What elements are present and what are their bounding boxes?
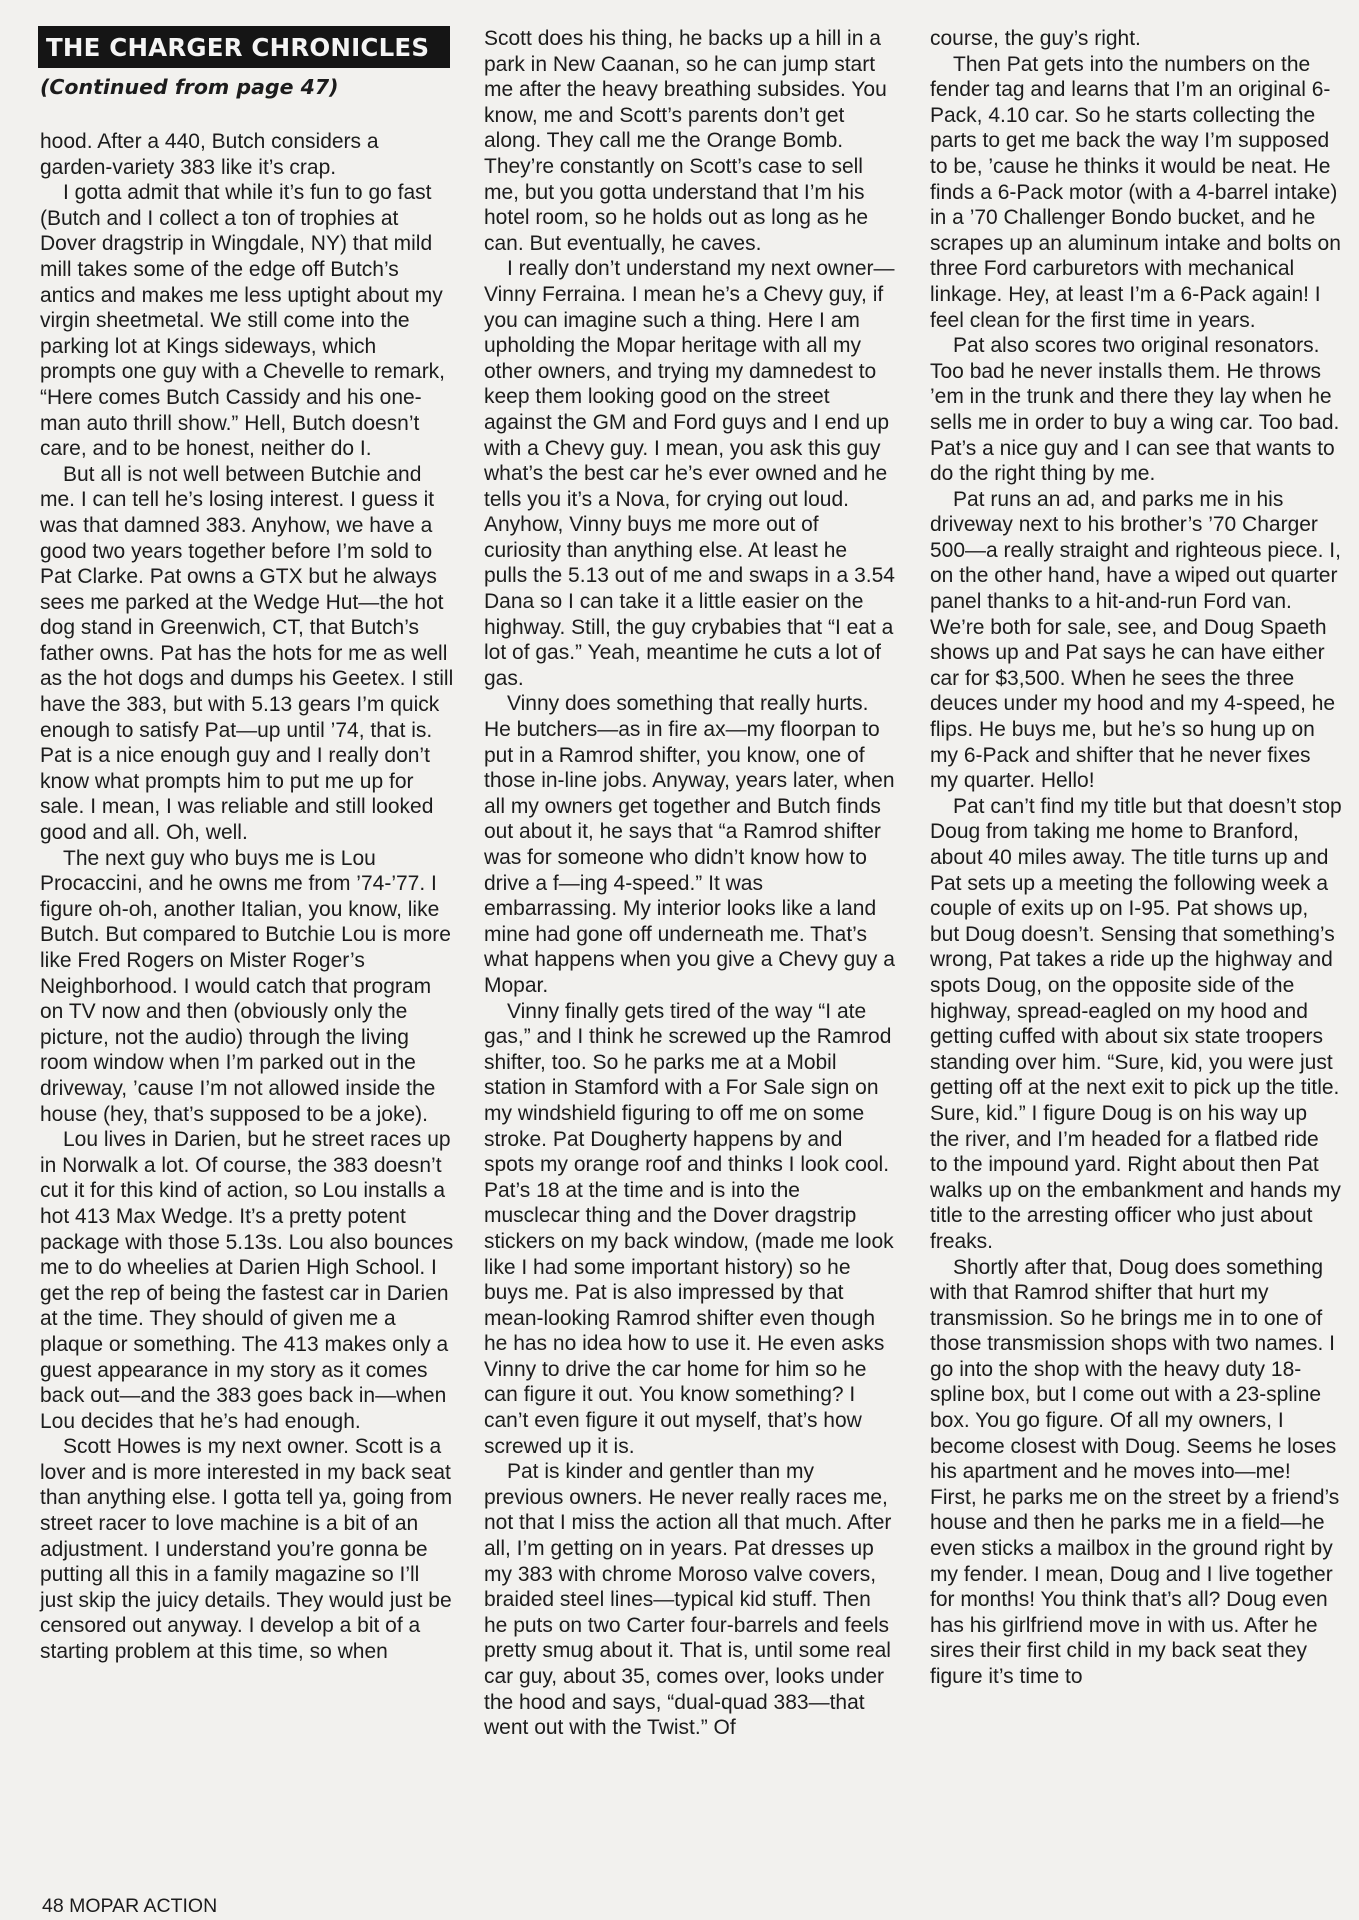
page-folio: 48 MOPAR ACTION <box>42 1895 218 1917</box>
paragraph: I gotta admit that while it’s fun to go fast (Butch and I collect a ton of trophies at Dover dragstrip in Wingdale, NY) that mild mill takes some of the edge off Butch’s antics and makes me less uptight about my virgin sheetmetal. We still come into the parking lot at Kings sideways, which prompts one guy with a Chevelle to remark, “Here comes Butch Cassidy and his one-man auto thrill show.” Hell, Butch doesn’t care, and to be honest, neither do I. <box>40 181 446 461</box>
paragraph: Vinny finally gets tired of the way “I ate gas,” and I think he screwed up the Ramrod shifter, too. So he parks me at a Mobil station in Stamford with a For Sale sign on my windshield figuring to off me on some stroke. Pat Dougherty happens by and spots my orange roof and thinks I look cool. Pat’s 18 at the time and is into the musclecar thing and the Dover dragstrip stickers on my back window, (made me look like I had some important history) so he buys me. Pat is also impressed by that mean-looking Ramrod shifter even though he has no idea how to use it. He even asks Vinny to drive the car home for him so he can figure it out. You know something? I can’t even figure it out myself, that’s how screwed up it is. <box>484 999 894 1458</box>
paragraph: The next guy who buys me is Lou Procaccini, and he owns me from ’74-’77. I figure oh-oh, another Italian, you know, like Butch. But compared to Butchie Lou is more like Fred Rogers on Mister Roger’s Neighborhood. I would catch that program on TV now and then (obviously only the picture, not the audio) through the living room window when I’m parked out in the driveway, ’cause I’m not allowed inside the house (hey, that’s supposed to be a joke). <box>40 846 451 1126</box>
paragraph: course, the guy’s right. <box>930 27 1141 50</box>
text-column-1 <box>40 129 456 1665</box>
text-column-3 <box>930 26 1342 1690</box>
paragraph: Shortly after that, Doug does something with that Ramrod shifter that hurt my transmission. So he brings me in to one of those transmission shops with two names. I go into the shop with the heavy duty 18-spline box, but I come out with a 23-spline box. You go figure. Of all my owners, I become closest with Doug. Seems he loses his apartment and he moves into—me! First, he parks me on the street by a friend’s house and then he parks me in a field—he even sticks a mailbox in the ground right by my fender. I mean, Doug and I live together for months! You think that’s all? Doug even has his girlfriend move in with us. After he sires their first child in my back seat they figure it’s time to <box>930 1255 1340 1688</box>
paragraph: Vinny does something that really hurts. He butchers—as in fire ax—my floorpan to put in a Ramrod shifter, you know, one of those in-line jobs. Anyway, years later, when all my owners get together and Butch finds out about it, he says that “a Ramrod shifter was for someone who didn’t know how to drive a f—ing 4-speed.” It was embarrassing. My interior looks like a land mine had gone off underneath me. That’s what happens when you give a Chevy guy a Mopar. <box>484 692 895 997</box>
paragraph: hood. After a 440, Butch considers a garden-variety 383 like it’s crap. <box>40 130 379 179</box>
paragraph: Pat can’t find my title but that doesn’t stop Doug from taking me home to Branford, about 40 miles away. The title turns up and Pat sets up a meeting the following week a couple of exits up on I-95. Pat shows up, but Doug doesn’t. Sensing that something’s wrong, Pat takes a ride up the highway and spots Doug, on the opposite side of the highway, spread-eagled on my hood and getting cuffed with about six state troopers standing over him. “Sure, kid, you were just getting off at the next exit to pick up the title. Sure, kid.” I figure Doug is on his way up the river, and I’m headed for a flatbed ride to the impound yard. Right about then Pat walks up on the embankment and hands my title to the arresting officer who just about freaks. <box>930 794 1342 1253</box>
text-column-2 <box>484 26 896 1741</box>
section-title: THE CHARGER CHRONICLES <box>38 26 450 68</box>
paragraph: But all is not well between Butchie and me. I can tell he’s losing interest. I guess it was that damned 383. Anyhow, we have a good two years together before I’m sold to Pat Clarke. Pat owns a GTX but he always sees me parked at the Wedge Hut—the hot dog stand in Greenwich, CT, that Butch’s father owns. Pat has the hots for me as well as the hot dogs and dumps his Geetex. I still have the 383, but with 5.13 gears I’m quick enough to satisfy Pat—up until ’74, that is. Pat is a nice enough guy and I really don’t know what prompts him to put me up for sale. I mean, I was reliable and still looked good and all. Oh, well. <box>40 462 454 845</box>
paragraph: Scott Howes is my next owner. Scott is a lover and is more interested in my back seat than anything else. I gotta tell ya, going from street racer to love machine is a bit of an adjustment. I understand you’re gonna be putting all this in a family magazine so I’ll just skip the juicy details. They would just be censored out anyway. I develop a bit of a starting problem at this time, so when <box>40 1435 453 1664</box>
paragraph: Pat runs an ad, and parks me in his driveway next to his brother’s ’70 Charger 500—a really straight and righteous piece. I, on the other hand, have a wiped out quarter panel thanks to a hit-and-run Ford van. We’re both for sale, see, and Doug Spaeth shows up and Pat says he can have either car for $3,500. When he sees the three deuces under my hood and my 4-speed, he flips. He buys me, but he’s so hung up on my 6-Pack and shifter that he never fixes my quarter. Hello! <box>930 487 1341 793</box>
continued-note: (Continued from page 47) <box>40 75 339 99</box>
paragraph: Lou lives in Darien, but he street races up in Norwalk a lot. Of course, the 383 doesn’t cut it for this kind of action, so Lou installs a hot 413 Max Wedge. It’s a pretty potent package with those 5.13s. Lou also bounces me to do wheelies at Darien High School. I get the rep of being the fastest car in Darien at the time. They should of given me a plaque or something. The 413 makes only a guest appearance in my story as it comes back out—and the 383 goes back in—when Lou decides that he’s had enough. <box>40 1128 454 1433</box>
paragraph: Pat also scores two original resonators. Too bad he never installs them. He throws ’em in the trunk and there they lay when he sells me in order to buy a wing car. Too bad. Pat’s a nice guy and I can see that wants to do the right thing by me. <box>930 334 1340 486</box>
paragraph: Then Pat gets into the numbers on the fender tag and learns that I’m an original 6-Pack, 4.10 car. So he starts collecting the parts to get me back the way I’m supposed to be, ’cause he thinks it would be neat. He finds a 6-Pack motor (with a 4-barrel intake) in a ’70 Challenger Bondo bucket, and he scrapes up an aluminum intake and bolts on three Ford carburetors with mechanical linkage. Hey, at least I’m a 6-Pack again! I feel clean for the first time in years. <box>930 52 1341 332</box>
paragraph: I really don’t understand my next owner—Vinny Ferraina. I mean he’s a Chevy guy, if you can imagine such a thing. Here I am upholding the Mopar heritage with all my other owners, and trying my damnedest to keep them looking good on the street against the GM and Ford guys and I end up with a Chevy guy. I mean, you ask this guy what’s the best car he’s ever owned and he tells you it’s a Nova, for crying out loud. Anyhow, Vinny buys me more out of curiosity than anything else. At least he pulls the 5.13 out of me and swaps in a 3.54 Dana so I can take it a little easier on the highway. Still, the guy crybabies that “I eat a lot of gas.” Yeah, meantime he cuts a lot of gas. <box>484 257 895 690</box>
paragraph: Pat is kinder and gentler than my previous owners. He never really races me, not that I miss the action all that much. After all, I’m getting on in years. Pat dresses up my 383 with chrome Moroso valve covers, braided steel lines—typical kid stuff. Then he puts on two Carter four-barrels and feels pretty smug about it. That is, until some real car guy, about 35, comes over, looks under the hood and says, “dual-quad 383—that went out with the Twist.” Of <box>484 1460 892 1740</box>
paragraph: Scott does his thing, he backs up a hill in a park in New Caanan, so he can jump start me after the heavy breathing subsides. You know, me and Scott’s parents don’t get along. They call me the Orange Bomb. They’re constantly on Scott’s case to sell me, but you gotta understand that I’m his hotel room, so he holds out as long as he can. But eventually, he caves. <box>484 27 887 255</box>
